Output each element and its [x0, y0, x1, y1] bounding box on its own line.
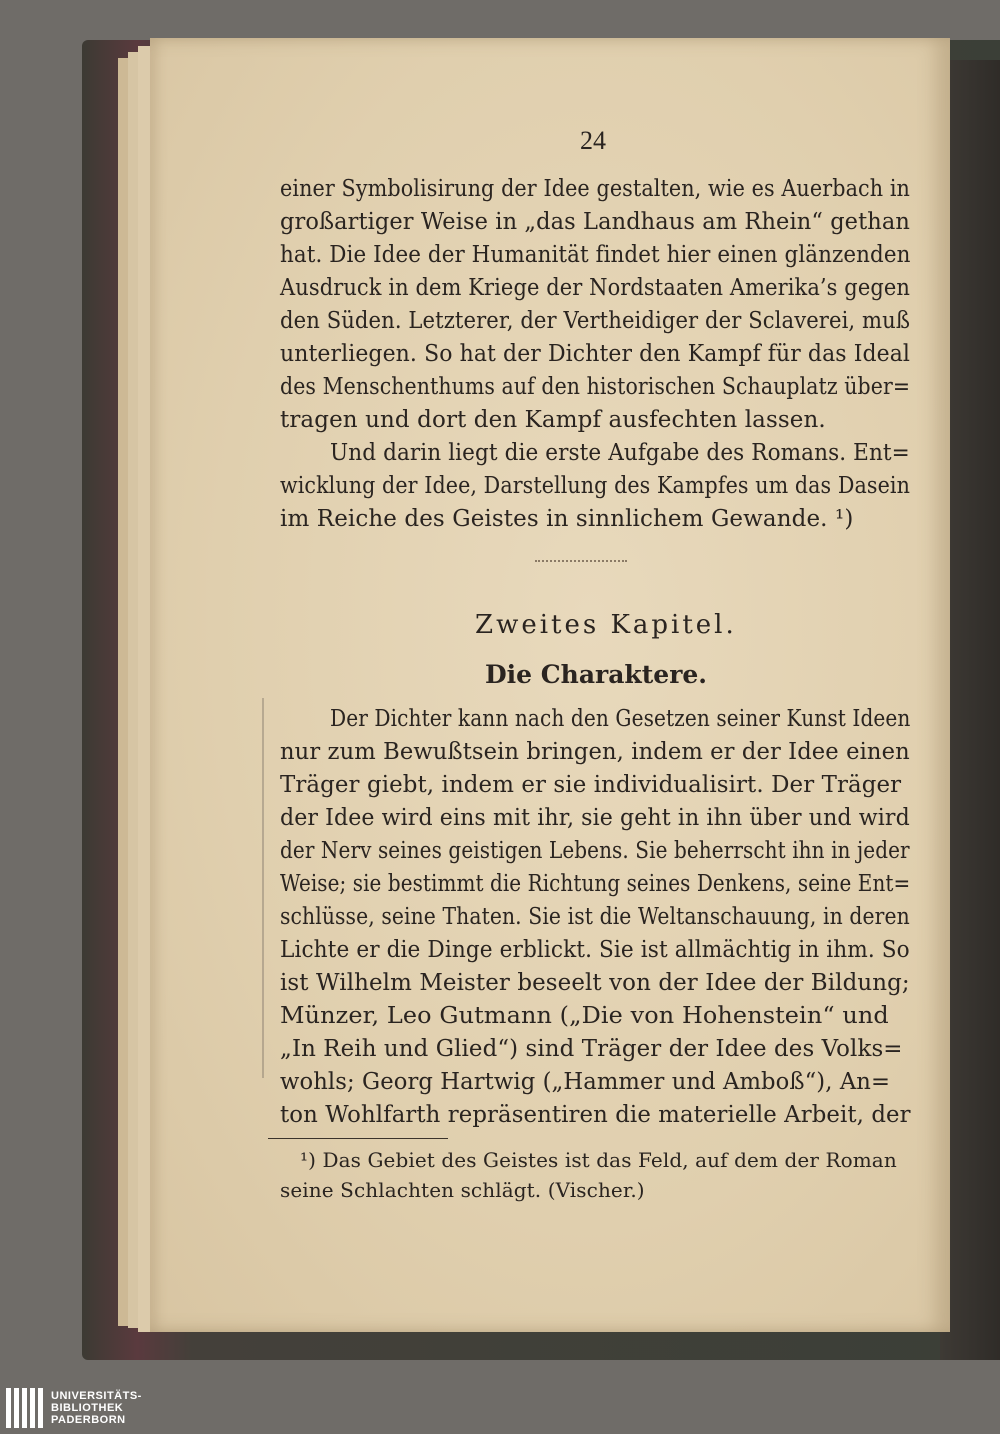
text-line: hat. Die Idee der Humanität findet hier einen glänzenden	[280, 242, 911, 268]
text-line: nur zum Bewußtsein bringen, indem er der Idee einen	[280, 739, 910, 765]
text-line: den Süden. Letzterer, der Vertheidiger der Sclaverei, muß	[280, 308, 911, 334]
text-line: Münzer, Leo Gutmann („Die von Hohenstein“ und	[280, 1003, 889, 1029]
text-line: schlüsse, seine Thaten. Sie ist die Weltanschauung, in deren	[280, 904, 910, 930]
text-line: Und darin liegt die erste Aufgabe des Romans. Ent=	[330, 440, 910, 466]
pencil-margin-mark	[262, 698, 264, 1078]
book-page	[150, 38, 950, 1332]
text-line: der Nerv seines geistigen Lebens. Sie beherrscht ihn in jeder	[280, 838, 910, 864]
text-line: ton Wohlfarth repräsentiren die materielle Arbeit, der	[280, 1102, 911, 1128]
chapter-title: Die Charaktere.	[485, 660, 707, 689]
footnote-line: ¹) Das Gebiet des Geistes ist das Feld, auf dem der Roman	[300, 1148, 897, 1172]
text-line: Lichte er die Dinge erblickt. Sie ist allmächtig in ihm. So	[280, 937, 910, 963]
logo-line: PADERBORN	[51, 1414, 126, 1426]
text-line: der Idee wird eins mit ihr, sie geht in ihn über und wird	[280, 805, 910, 831]
footnote-line: seine Schlachten schlägt. (Vischer.)	[280, 1178, 645, 1202]
text-line: des Menschenthums auf den historischen Schauplatz über=	[280, 374, 911, 400]
text-line: einer Symbolisirung der Idee gestalten, wie es Auerbach in	[280, 176, 910, 202]
text-line: Der Dichter kann nach den Gesetzen seiner Kunst Ideen	[330, 706, 911, 732]
text-line: wicklung der Idee, Darstellung des Kampfes um das Dasein	[280, 473, 910, 499]
text-line: wohls; Georg Hartwig („Hammer und Amboß“), An=	[280, 1069, 891, 1095]
text-line: unterliegen. So hat der Dichter den Kampf für das Ideal	[280, 341, 911, 367]
text-line: tragen und dort den Kampf ausfechten lassen.	[280, 407, 826, 433]
logo-line: BIBLIOTHEK	[51, 1402, 124, 1414]
text-line: „In Reih und Glied“) sind Träger der Idee des Volks=	[280, 1036, 903, 1062]
text-line: Träger giebt, indem er sie individualisirt. Der Träger	[280, 772, 902, 798]
library-logo	[6, 1388, 142, 1428]
chapter-heading: Zweites Kapitel.	[475, 610, 737, 640]
text-line: im Reiche des Geistes in sinnlichem Gewande. ¹)	[280, 506, 854, 532]
text-line: Ausdruck in dem Kriege der Nordstaaten Amerika’s gegen	[280, 275, 910, 301]
text-line: Weise; sie bestimmt die Richtung seines Denkens, seine Ent=	[280, 871, 911, 897]
page-number: 24	[580, 126, 606, 155]
logo-bars-icon	[6, 1388, 43, 1428]
logo-text	[51, 1390, 142, 1426]
text-line: ist Wilhelm Meister beseelt von der Idee der Bildung;	[280, 970, 910, 996]
text-line: großartiger Weise in „das Landhaus am Rhein“ gethan	[280, 209, 910, 235]
logo-line: UNIVERSITÄTS-	[51, 1390, 142, 1402]
section-separator	[535, 560, 627, 564]
footnote-rule	[268, 1138, 448, 1139]
